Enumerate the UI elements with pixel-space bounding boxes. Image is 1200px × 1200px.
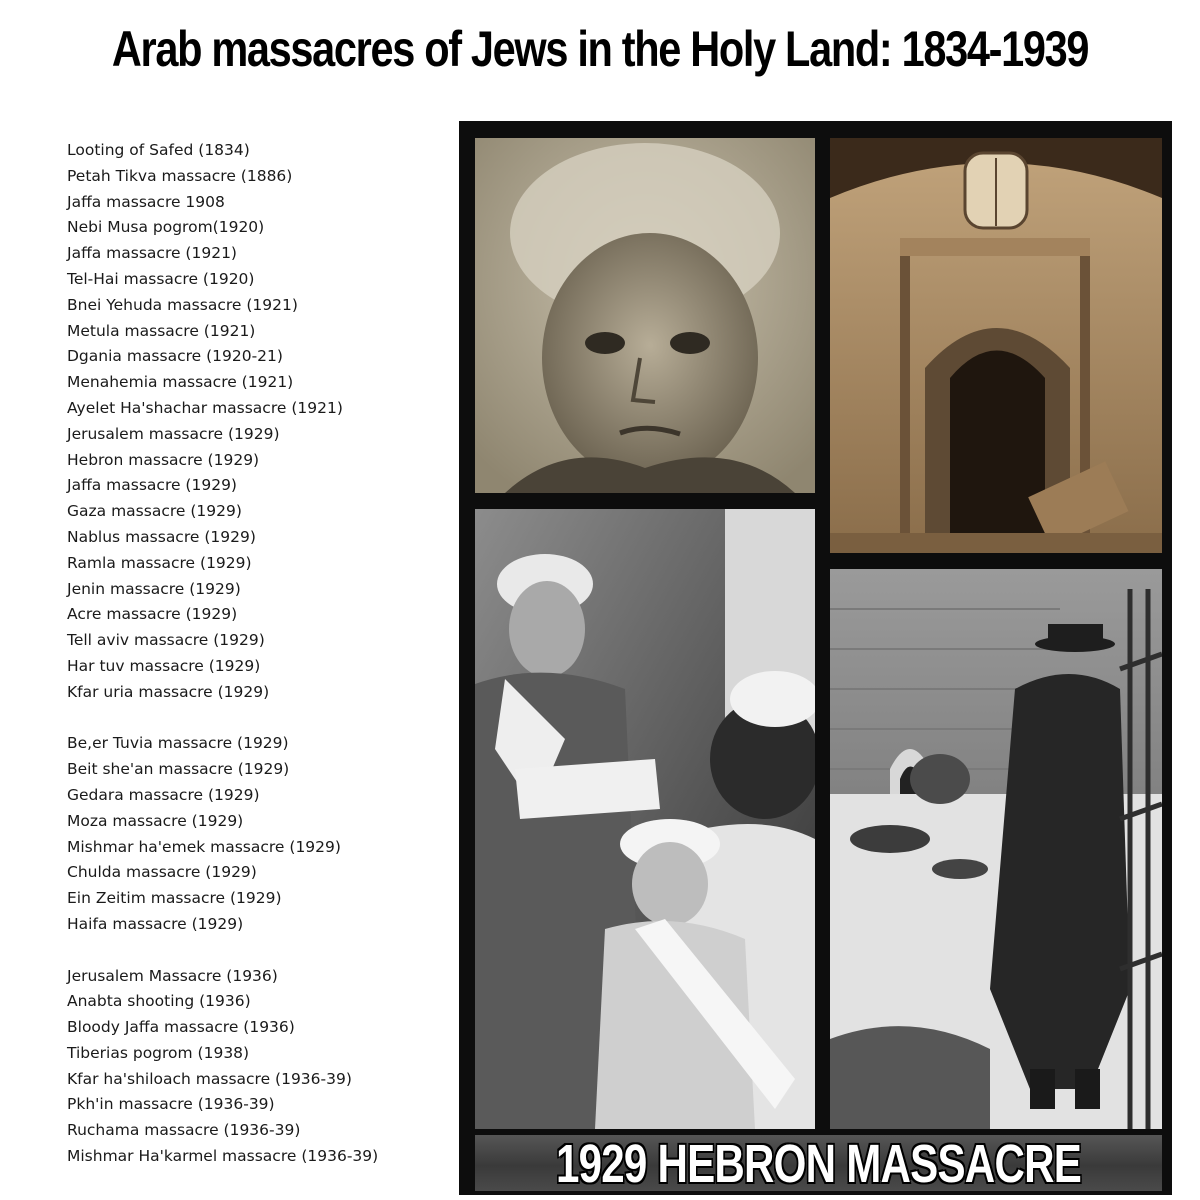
list-group-2 [67, 731, 457, 937]
list-item: Kfar uria massacre (1929) [67, 682, 270, 701]
list-item: Metula massacre (1921) [67, 321, 256, 340]
list-item: Ruchama massacre (1936-39) [67, 1121, 301, 1140]
list-item: Jaffa massacre 1908 [67, 192, 225, 211]
list-item: Tell aviv massacre (1929) [67, 631, 265, 650]
list-item: Jenin massacre (1929) [67, 579, 241, 598]
list-item: Mishmar ha'emek massacre (1929) [67, 837, 341, 856]
list-item: Acre massacre (1929) [67, 605, 238, 624]
list-item: Mishmar Ha'karmel massacre (1936-39) [67, 1147, 379, 1166]
child-portrait-photo [475, 138, 815, 493]
list-item: Ein Zeitim massacre (1929) [67, 889, 282, 908]
list-item: Chulda massacre (1929) [67, 863, 257, 882]
list-item: Be,er Tuvia massacre (1929) [67, 734, 289, 753]
list-item: Jerusalem Massacre (1936) [67, 966, 278, 985]
list-item: Bnei Yehuda massacre (1921) [67, 295, 298, 314]
list-item: Jerusalem massacre (1929) [67, 424, 280, 443]
street-scene-photo [830, 569, 1162, 1129]
wounded-family-photo [475, 509, 815, 1129]
list-group-3 [67, 964, 457, 1170]
list-item: Jaffa massacre (1921) [67, 244, 237, 263]
list-item: Petah Tikva massacre (1886) [67, 166, 293, 185]
list-item: Nebi Musa pogrom(1920) [67, 218, 265, 237]
list-item: Tiberias pogrom (1938) [67, 1043, 250, 1062]
list-item: Anabta shooting (1936) [67, 992, 251, 1011]
list-item: Kfar ha'shiloach massacre (1936-39) [67, 1069, 352, 1088]
list-item: Ramla massacre (1929) [67, 553, 252, 572]
list-item: Moza massacre (1929) [67, 811, 244, 830]
synagogue-doorway-photo [830, 138, 1162, 553]
list-group-1 [67, 138, 457, 706]
page-title: Arab massacres of Jews in the Holy Land: 1834-1939 [111, 21, 1089, 77]
list-item: Bloody Jaffa massacre (1936) [67, 1018, 295, 1037]
list-item: Tel-Hai massacre (1920) [67, 269, 255, 288]
list-item: Har tuv massacre (1929) [67, 656, 261, 675]
list-item: Pkh'in massacre (1936-39) [67, 1095, 275, 1114]
list-item: Gedara massacre (1929) [67, 785, 260, 804]
photo-collage [459, 121, 1172, 1195]
list-item: Ayelet Ha'shachar massacre (1921) [67, 398, 343, 417]
list-item: Haifa massacre (1929) [67, 914, 244, 933]
list-item: Jaffa massacre (1929) [67, 476, 237, 495]
list-item: Hebron massacre (1929) [67, 450, 260, 469]
massacre-list [67, 138, 457, 1170]
caption-banner [475, 1135, 1162, 1191]
list-item: Nablus massacre (1929) [67, 527, 256, 546]
list-item: Dgania massacre (1920-21) [67, 347, 283, 366]
list-item: Menahemia massacre (1921) [67, 373, 294, 392]
list-item: Gaza massacre (1929) [67, 502, 242, 521]
list-item: Beit she'an massacre (1929) [67, 760, 290, 779]
list-item: Looting of Safed (1834) [67, 141, 250, 159]
banner-title: 1929 HEBRON MASSACRE [555, 1135, 1082, 1191]
